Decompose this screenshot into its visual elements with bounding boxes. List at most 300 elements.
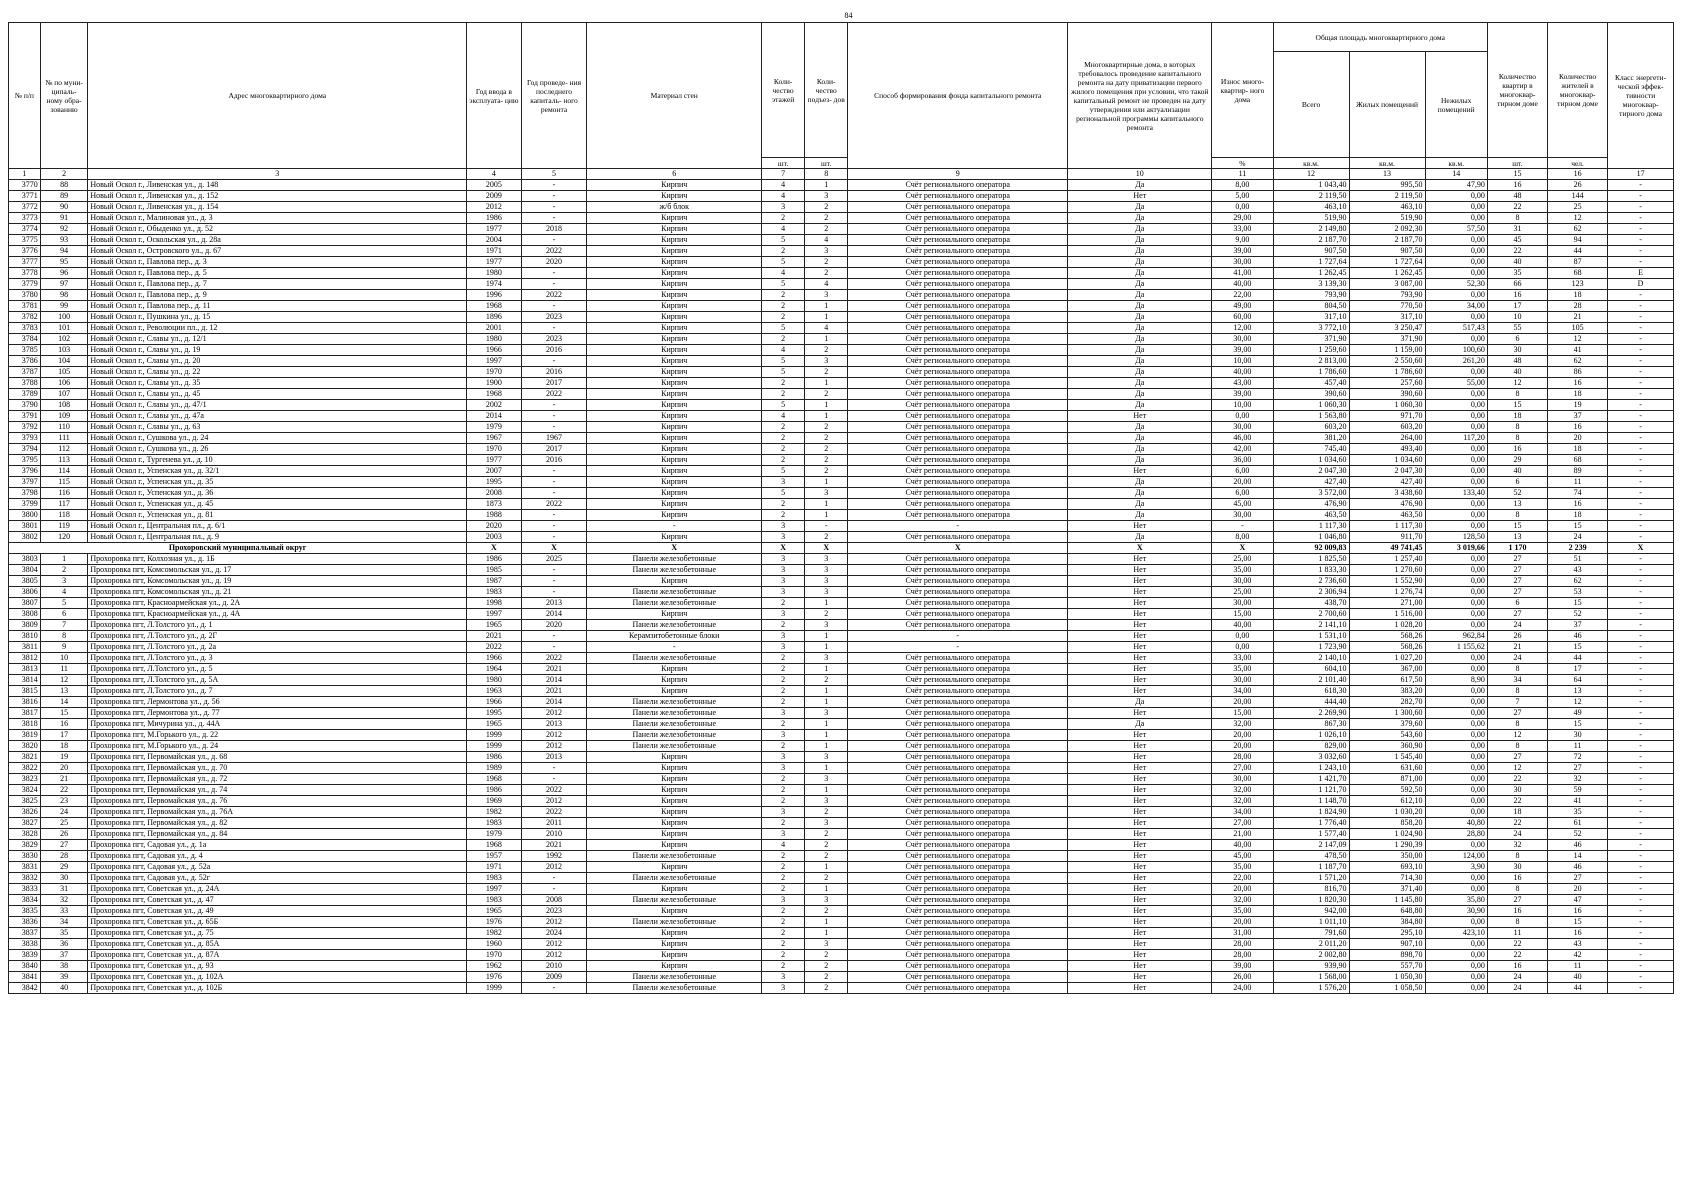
- cell-floors: 3: [762, 895, 805, 906]
- cell-energy: -: [1608, 191, 1674, 202]
- cell-no: 3792: [9, 422, 41, 433]
- cell-area-living: 3 250,47: [1349, 323, 1425, 334]
- cell-year-built: 1969: [467, 796, 521, 807]
- cell-residents: 68: [1548, 268, 1608, 279]
- cell-mun-no: 118: [40, 510, 88, 521]
- cell-year-built: 1960: [467, 939, 521, 950]
- table-row: [9, 433, 1674, 444]
- cell-area-nonliving: 0,00: [1425, 950, 1487, 961]
- cell-apartments: 22: [1487, 246, 1547, 257]
- cell-year-repair: -: [521, 400, 587, 411]
- cell-no: 3837: [9, 928, 41, 939]
- cell-no: 3839: [9, 950, 41, 961]
- cell-apartments: 8: [1487, 917, 1547, 928]
- cell-floors: 2: [762, 422, 805, 433]
- cell-residents: 46: [1548, 631, 1608, 642]
- cell-entrances: 1: [805, 642, 848, 653]
- cell-area-nonliving: 0,00: [1425, 576, 1487, 587]
- cell-area-living: 1 545,40: [1349, 752, 1425, 763]
- cell-address: Прохоровка пгт, Л.Толстого ул., д. 7: [88, 686, 467, 697]
- cell-area-living: 568,26: [1349, 642, 1425, 653]
- cell-no: 3810: [9, 631, 41, 642]
- unit-entrances: шт.: [805, 158, 848, 169]
- cell-entrances: 1: [805, 334, 848, 345]
- cell-no: 3798: [9, 488, 41, 499]
- summary-area-total: 92 009,83: [1273, 543, 1349, 554]
- cell-wear: 8,00: [1212, 532, 1273, 543]
- cell-area-total: 457,40: [1273, 378, 1349, 389]
- cell-area-living: 3 438,60: [1349, 488, 1425, 499]
- cell-year-built: 1996: [467, 290, 521, 301]
- cell-year-built: 1982: [467, 807, 521, 818]
- cell-floors: 2: [762, 301, 805, 312]
- cell-year-built: 1980: [467, 675, 521, 686]
- cell-mun-no: 105: [40, 367, 88, 378]
- cell-area-living: 1 027,20: [1349, 653, 1425, 664]
- cell-year-repair: -: [521, 279, 587, 290]
- cell-area-living: 631,60: [1349, 763, 1425, 774]
- cell-year-built: 1983: [467, 895, 521, 906]
- cell-energy: -: [1608, 785, 1674, 796]
- cell-no: 3772: [9, 202, 41, 213]
- cell-year-built: 1986: [467, 554, 521, 565]
- cell-mun-no: 9: [40, 642, 88, 653]
- cell-mun-no: 95: [40, 257, 88, 268]
- table-body: [9, 169, 1674, 994]
- cell-no: 3781: [9, 301, 41, 312]
- col-header-year-repair: Год проведе- ния последнего капиталь- ного ремонта: [521, 23, 587, 169]
- cell-year-built: 1963: [467, 686, 521, 697]
- cell-year-repair: 2021: [521, 840, 587, 851]
- cell-mun-no: 88: [40, 180, 88, 191]
- cell-residents: 51: [1548, 554, 1608, 565]
- cell-area-living: 1 030,20: [1349, 807, 1425, 818]
- cell-need-repair: Нет: [1068, 631, 1212, 642]
- cell-mun-no: 107: [40, 389, 88, 400]
- cell-mun-no: 40: [40, 983, 88, 994]
- cell-wear: 36,00: [1212, 455, 1273, 466]
- cell-no: 3805: [9, 576, 41, 587]
- cell-area-total: 2 047,30: [1273, 466, 1349, 477]
- cell-no: 3828: [9, 829, 41, 840]
- cell-year-repair: -: [521, 521, 587, 532]
- cell-year-repair: 2014: [521, 675, 587, 686]
- cell-no: 3841: [9, 972, 41, 983]
- cell-wear: 39,00: [1212, 246, 1273, 257]
- cell-wear: 20,00: [1212, 741, 1273, 752]
- cell-year-repair: 2010: [521, 961, 587, 972]
- cell-apartments: 8: [1487, 422, 1547, 433]
- table-row: [9, 466, 1674, 477]
- cell-walls: Кирпич: [587, 433, 762, 444]
- cell-mun-no: 31: [40, 884, 88, 895]
- cell-walls: Кирпич: [587, 246, 762, 257]
- cell-year-built: 1967: [467, 433, 521, 444]
- table-row: [9, 631, 1674, 642]
- cell-area-total: 519,90: [1273, 213, 1349, 224]
- cell-area-total: 2 101,40: [1273, 675, 1349, 686]
- cell-residents: 89: [1548, 466, 1608, 477]
- cell-area-living: 770,50: [1349, 301, 1425, 312]
- cell-energy: -: [1608, 686, 1674, 697]
- cell-no: 3825: [9, 796, 41, 807]
- cell-mun-no: 93: [40, 235, 88, 246]
- cell-fund: Счёт регионального оператора: [848, 246, 1068, 257]
- cell-area-living: 1 058,50: [1349, 983, 1425, 994]
- cell-wear: 30,00: [1212, 510, 1273, 521]
- cell-energy: -: [1608, 202, 1674, 213]
- cell-energy: -: [1608, 224, 1674, 235]
- cell-address: Прохоровка пгт, Советская ул., д. 87А: [88, 950, 467, 961]
- cell-year-built: 1966: [467, 653, 521, 664]
- cell-energy: -: [1608, 631, 1674, 642]
- cell-floors: 3: [762, 576, 805, 587]
- cell-residents: 15: [1548, 642, 1608, 653]
- cell-fund: Счёт регионального оператора: [848, 851, 1068, 862]
- table-row: [9, 389, 1674, 400]
- cell-apartments: 48: [1487, 356, 1547, 367]
- cell-address: Прохоровка пгт, Первомайская ул., д. 76: [88, 796, 467, 807]
- cell-area-living: 519,90: [1349, 213, 1425, 224]
- cell-need-repair: Нет: [1068, 939, 1212, 950]
- cell-area-nonliving: 3,90: [1425, 862, 1487, 873]
- cell-year-built: 1983: [467, 587, 521, 598]
- cell-floors: 5: [762, 257, 805, 268]
- cell-energy: -: [1608, 697, 1674, 708]
- cell-year-built: 1983: [467, 873, 521, 884]
- cell-year-repair: -: [521, 191, 587, 202]
- cell-area-nonliving: 0,00: [1425, 598, 1487, 609]
- cell-walls: Панели железобетонные: [587, 983, 762, 994]
- cell-area-total: 2 813,00: [1273, 356, 1349, 367]
- cell-area-nonliving: 0,00: [1425, 477, 1487, 488]
- cell-wear: 5,00: [1212, 191, 1273, 202]
- cell-floors: 3: [762, 752, 805, 763]
- column-number: 7: [762, 169, 805, 180]
- cell-entrances: 2: [805, 224, 848, 235]
- cell-fund: Счёт регионального оператора: [848, 367, 1068, 378]
- cell-need-repair: Да: [1068, 345, 1212, 356]
- cell-address: Новый Оскол г., Павлова пер., д. 7: [88, 279, 467, 290]
- cell-residents: 18: [1548, 444, 1608, 455]
- cell-mun-no: 104: [40, 356, 88, 367]
- summary-x: X: [848, 543, 1068, 554]
- cell-walls: Кирпич: [587, 455, 762, 466]
- cell-area-total: 907,50: [1273, 246, 1349, 257]
- cell-floors: 3: [762, 521, 805, 532]
- cell-residents: 18: [1548, 510, 1608, 521]
- table-row: [9, 268, 1674, 279]
- cell-area-total: 1 148,70: [1273, 796, 1349, 807]
- cell-area-total: 2 306,94: [1273, 587, 1349, 598]
- cell-residents: 46: [1548, 840, 1608, 851]
- cell-area-nonliving: 0,00: [1425, 664, 1487, 675]
- cell-apartments: 27: [1487, 576, 1547, 587]
- cell-mun-no: 97: [40, 279, 88, 290]
- cell-entrances: 3: [805, 290, 848, 301]
- cell-address: Новый Оскол г., Славы ул., д. 22: [88, 367, 467, 378]
- cell-year-repair: 2022: [521, 807, 587, 818]
- cell-fund: Счёт регионального оператора: [848, 532, 1068, 543]
- cell-energy: -: [1608, 334, 1674, 345]
- cell-walls: Кирпич: [587, 939, 762, 950]
- cell-need-repair: Нет: [1068, 829, 1212, 840]
- cell-need-repair: Нет: [1068, 796, 1212, 807]
- cell-floors: 3: [762, 202, 805, 213]
- cell-walls: Панели железобетонные: [587, 719, 762, 730]
- cell-area-living: 1 117,30: [1349, 521, 1425, 532]
- cell-walls: Кирпич: [587, 400, 762, 411]
- cell-apartments: 8: [1487, 884, 1547, 895]
- cell-address: Прохоровка пгт, Мичурина ул., д. 44А: [88, 719, 467, 730]
- unit-area-living: кв.м.: [1349, 158, 1425, 169]
- cell-area-nonliving: 0,00: [1425, 730, 1487, 741]
- cell-no: 3773: [9, 213, 41, 224]
- cell-mun-no: 4: [40, 587, 88, 598]
- cell-area-nonliving: 0,00: [1425, 840, 1487, 851]
- cell-address: Новый Оскол г., Ливенская ул., д. 154: [88, 202, 467, 213]
- cell-address: Новый Оскол г., Центральная пл., д. 6/1: [88, 521, 467, 532]
- cell-no: 3819: [9, 730, 41, 741]
- cell-energy: -: [1608, 400, 1674, 411]
- cell-residents: 37: [1548, 411, 1608, 422]
- cell-fund: Счёт регионального оператора: [848, 213, 1068, 224]
- cell-no: 3827: [9, 818, 41, 829]
- cell-apartments: 8: [1487, 719, 1547, 730]
- cell-apartments: 22: [1487, 818, 1547, 829]
- cell-apartments: 16: [1487, 873, 1547, 884]
- housing-registry-table: [8, 22, 1674, 994]
- table-row: [9, 785, 1674, 796]
- cell-residents: 47: [1548, 895, 1608, 906]
- cell-fund: Счёт регионального оператора: [848, 202, 1068, 213]
- cell-entrances: 1: [805, 785, 848, 796]
- cell-entrances: 1: [805, 763, 848, 774]
- table-row: [9, 928, 1674, 939]
- cell-apartments: 16: [1487, 961, 1547, 972]
- cell-fund: Счёт регионального оператора: [848, 884, 1068, 895]
- cell-energy: -: [1608, 499, 1674, 510]
- cell-entrances: 3: [805, 752, 848, 763]
- cell-entrances: 2: [805, 466, 848, 477]
- table-row: [9, 818, 1674, 829]
- cell-year-built: 2002: [467, 400, 521, 411]
- cell-address: Прохоровка пгт, Садовая ул., д. 52а: [88, 862, 467, 873]
- cell-entrances: 3: [805, 488, 848, 499]
- cell-wear: 30,00: [1212, 598, 1273, 609]
- cell-area-total: 2 736,60: [1273, 576, 1349, 587]
- cell-address: Новый Оскол г., Славы ул., д. 12/1: [88, 334, 467, 345]
- table-row: [9, 213, 1674, 224]
- cell-area-total: 427,40: [1273, 477, 1349, 488]
- cell-area-nonliving: 0,00: [1425, 213, 1487, 224]
- cell-area-total: 2 141,10: [1273, 620, 1349, 631]
- cell-energy: -: [1608, 301, 1674, 312]
- cell-floors: 2: [762, 312, 805, 323]
- cell-area-nonliving: 0,00: [1425, 334, 1487, 345]
- col-header-need-repair: Многоквартирные дома, в которых требовалось проведение капитального ремонта на дату приватизации первого жилого помещения при условии, что такой капитальный ремонт не проведен на дату утверждения или актуализации региональной программы капитального ремонта: [1068, 23, 1212, 169]
- cell-area-total: 3 772,10: [1273, 323, 1349, 334]
- cell-wear: 45,00: [1212, 499, 1273, 510]
- cell-floors: 2: [762, 334, 805, 345]
- cell-apartments: 55: [1487, 323, 1547, 334]
- cell-year-built: 1962: [467, 961, 521, 972]
- cell-year-repair: 2017: [521, 378, 587, 389]
- cell-residents: 17: [1548, 664, 1608, 675]
- cell-floors: 2: [762, 873, 805, 884]
- cell-address: Прохоровка пгт, Красноармейская ул., д. 2А: [88, 598, 467, 609]
- cell-fund: Счёт регионального оператора: [848, 224, 1068, 235]
- cell-mun-no: 37: [40, 950, 88, 961]
- cell-no: 3795: [9, 455, 41, 466]
- cell-year-repair: 2008: [521, 895, 587, 906]
- cell-residents: 40: [1548, 972, 1608, 983]
- cell-energy: -: [1608, 378, 1674, 389]
- cell-area-living: 350,00: [1349, 851, 1425, 862]
- cell-floors: 3: [762, 763, 805, 774]
- cell-apartments: 10: [1487, 312, 1547, 323]
- cell-no: 3835: [9, 906, 41, 917]
- cell-energy: -: [1608, 554, 1674, 565]
- cell-energy: -: [1608, 730, 1674, 741]
- cell-walls: Кирпич: [587, 862, 762, 873]
- cell-year-repair: -: [521, 202, 587, 213]
- cell-area-living: 2 550,60: [1349, 356, 1425, 367]
- cell-residents: 26: [1548, 180, 1608, 191]
- cell-apartments: 40: [1487, 367, 1547, 378]
- cell-walls: Кирпич: [587, 422, 762, 433]
- cell-walls: Панели железобетонные: [587, 697, 762, 708]
- table-row: [9, 675, 1674, 686]
- cell-apartments: 11: [1487, 928, 1547, 939]
- cell-year-built: 1979: [467, 829, 521, 840]
- cell-year-repair: 2014: [521, 609, 587, 620]
- cell-year-repair: 2013: [521, 719, 587, 730]
- cell-fund: Счёт регионального оператора: [848, 433, 1068, 444]
- cell-residents: 18: [1548, 290, 1608, 301]
- cell-fund: -: [848, 631, 1068, 642]
- cell-area-nonliving: 0,00: [1425, 796, 1487, 807]
- cell-residents: 41: [1548, 345, 1608, 356]
- cell-need-repair: Нет: [1068, 840, 1212, 851]
- cell-energy: -: [1608, 565, 1674, 576]
- table-row: [9, 697, 1674, 708]
- cell-floors: 3: [762, 565, 805, 576]
- cell-address: Новый Оскол г., Павлова пер., д. 9: [88, 290, 467, 301]
- cell-floors: 2: [762, 246, 805, 257]
- table-row: [9, 510, 1674, 521]
- cell-mun-no: 11: [40, 664, 88, 675]
- cell-wear: 35,00: [1212, 565, 1273, 576]
- column-number-row: [9, 169, 1674, 180]
- cell-area-living: 1 786,60: [1349, 367, 1425, 378]
- cell-entrances: 2: [805, 433, 848, 444]
- cell-wear: 21,00: [1212, 829, 1273, 840]
- cell-no: 3808: [9, 609, 41, 620]
- cell-area-nonliving: 0,00: [1425, 752, 1487, 763]
- cell-no: 3797: [9, 477, 41, 488]
- cell-no: 3817: [9, 708, 41, 719]
- cell-year-repair: 2022: [521, 290, 587, 301]
- col-header-apartments: Количество квартир в многоквар- тирном доме: [1487, 23, 1547, 158]
- cell-year-built: 1968: [467, 840, 521, 851]
- col-header-residents: Количество жителей в многоквар- тирном доме: [1548, 23, 1608, 158]
- cell-apartments: 24: [1487, 620, 1547, 631]
- cell-residents: 15: [1548, 719, 1608, 730]
- cell-year-repair: 2022: [521, 389, 587, 400]
- cell-area-living: 648,80: [1349, 906, 1425, 917]
- cell-walls: Кирпич: [587, 829, 762, 840]
- cell-mun-no: 36: [40, 939, 88, 950]
- cell-wear: 20,00: [1212, 884, 1273, 895]
- cell-area-total: 463,10: [1273, 202, 1349, 213]
- cell-wear: 8,00: [1212, 180, 1273, 191]
- cell-area-nonliving: 47,90: [1425, 180, 1487, 191]
- cell-no: 3790: [9, 400, 41, 411]
- cell-year-repair: 2012: [521, 939, 587, 950]
- cell-no: 3791: [9, 411, 41, 422]
- cell-area-living: 603,20: [1349, 422, 1425, 433]
- cell-fund: -: [848, 642, 1068, 653]
- cell-fund: Счёт регионального оператора: [848, 488, 1068, 499]
- cell-wear: 39,00: [1212, 961, 1273, 972]
- cell-mun-no: 13: [40, 686, 88, 697]
- table-row: [9, 587, 1674, 598]
- cell-area-total: 478,50: [1273, 851, 1349, 862]
- cell-mun-no: 30: [40, 873, 88, 884]
- cell-area-living: 427,40: [1349, 477, 1425, 488]
- cell-apartments: 16: [1487, 290, 1547, 301]
- cell-no: 3806: [9, 587, 41, 598]
- cell-wear: 28,00: [1212, 939, 1273, 950]
- cell-entrances: 2: [805, 444, 848, 455]
- table-row: [9, 741, 1674, 752]
- cell-year-built: 1968: [467, 301, 521, 312]
- cell-residents: 42: [1548, 950, 1608, 961]
- table-row: [9, 752, 1674, 763]
- cell-address: Новый Оскол г., Славы ул., д. 20: [88, 356, 467, 367]
- cell-mun-no: 6: [40, 609, 88, 620]
- page-number: 84: [844, 11, 853, 20]
- cell-wear: 40,00: [1212, 367, 1273, 378]
- cell-year-repair: -: [521, 565, 587, 576]
- cell-fund: Счёт регионального оператора: [848, 444, 1068, 455]
- cell-need-repair: Нет: [1068, 708, 1212, 719]
- cell-address: Новый Оскол г., Славы ул., д. 63: [88, 422, 467, 433]
- cell-need-repair: Нет: [1068, 785, 1212, 796]
- cell-year-repair: -: [521, 180, 587, 191]
- cell-area-nonliving: 0,00: [1425, 565, 1487, 576]
- cell-no: 3831: [9, 862, 41, 873]
- cell-no: 3804: [9, 565, 41, 576]
- cell-no: 3796: [9, 466, 41, 477]
- cell-area-living: 3 087,00: [1349, 279, 1425, 290]
- cell-walls: Панели железобетонные: [587, 554, 762, 565]
- cell-need-repair: Нет: [1068, 576, 1212, 587]
- cell-entrances: 2: [805, 950, 848, 961]
- cell-area-living: 907,50: [1349, 246, 1425, 257]
- cell-fund: Счёт регионального оператора: [848, 774, 1068, 785]
- cell-area-living: 858,20: [1349, 818, 1425, 829]
- cell-year-built: 1964: [467, 664, 521, 675]
- cell-floors: 2: [762, 686, 805, 697]
- cell-no: 3783: [9, 323, 41, 334]
- cell-apartments: 16: [1487, 180, 1547, 191]
- cell-area-nonliving: 100,60: [1425, 345, 1487, 356]
- col-header-area-living: Жилых помещений: [1349, 52, 1425, 158]
- cell-year-repair: 2020: [521, 620, 587, 631]
- cell-address: Прохоровка пгт, Л.Толстого ул., д. 5: [88, 664, 467, 675]
